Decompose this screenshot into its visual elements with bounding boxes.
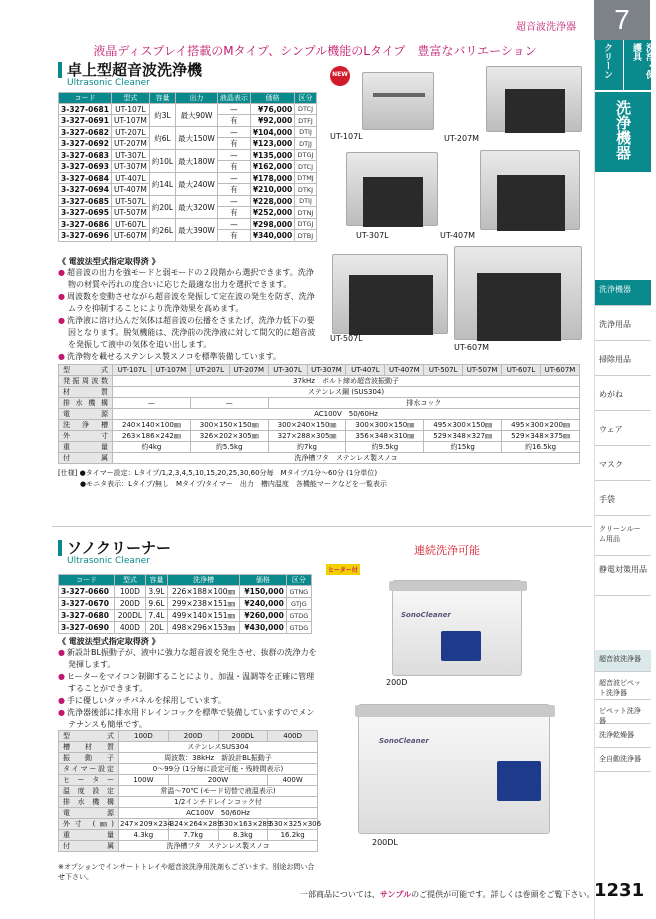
section1-heading	[58, 62, 202, 88]
spec-model: UT-207L	[190, 365, 229, 376]
cell-code: 3-327-0683	[59, 150, 112, 161]
cell-code: 3-327-0686	[59, 219, 112, 230]
spec-accessories: 洗浄槽フタ ステンレス製スノコ	[113, 453, 580, 464]
cell-class: DTCJ	[295, 104, 317, 115]
feature-note: ● 洗浄物を載せるステンレス製スノコを標準装備しています。	[58, 351, 318, 363]
cell-model: UT-607M	[111, 230, 149, 242]
cell-code: 3-327-0682	[59, 127, 112, 138]
spec-model: UT-207M	[229, 365, 268, 376]
cell-capacity: 20L	[145, 622, 167, 634]
table-row	[59, 196, 317, 207]
spec-model: UT-507L	[424, 365, 463, 376]
cell-class: DTBJ	[295, 230, 317, 242]
cell-price: ¥240,000	[239, 598, 286, 610]
spec-model: 400D	[268, 731, 318, 742]
cell-code: 3-327-0660	[59, 586, 115, 598]
section2-subtitle: Ultrasonic Cleaner	[67, 556, 150, 566]
spec-model: UT-407M	[385, 365, 424, 376]
cell-output: 最大150W	[176, 127, 218, 150]
spec-label: 排水機構	[59, 398, 113, 409]
chapter-tab-number[interactable]: 7	[594, 0, 650, 40]
spec-label: 重量	[59, 830, 119, 841]
spec-model: 100D	[119, 731, 169, 742]
col-class: 区分	[286, 575, 311, 586]
spec-outer: 324×264×289	[169, 820, 222, 828]
product-image-ut-107l	[362, 72, 434, 130]
spec-model: UT-307M	[307, 365, 346, 376]
spec-label: 排水機構	[59, 797, 119, 808]
cell-capacity: 約14L	[149, 173, 175, 196]
cell-class: DTGJ	[295, 150, 317, 161]
cell-price: ¥92,000	[250, 115, 294, 127]
cell-code: 3-327-0695	[59, 207, 112, 219]
spec-label: 外寸 (㎜)	[59, 819, 119, 830]
spec-label: 型式	[59, 731, 119, 742]
spec-label: 重量	[59, 442, 113, 453]
spec-heater: 400W	[268, 775, 318, 786]
cell-lcd: 有	[217, 115, 250, 127]
spec-model: UT-607M	[540, 365, 579, 376]
col-lcd: 液晶表示	[217, 93, 250, 104]
cell-class: GTDG	[286, 622, 311, 634]
product-label: UT-307L	[356, 231, 389, 240]
cell-code: 3-327-0690	[59, 622, 115, 634]
section1-notes	[58, 256, 318, 363]
section1-spec-table	[58, 364, 580, 464]
col-code: コード	[59, 93, 112, 104]
spec-material: ステンレスSUS304	[119, 742, 318, 753]
notes-title: 《 電波法型式指定取得済 》	[58, 257, 160, 266]
section2-tagline: 連続洗浄可能	[414, 544, 480, 557]
table-row	[59, 610, 312, 622]
spec-tank: 300×300×150㎜	[346, 420, 424, 431]
cell-model: UT-607L	[111, 219, 149, 230]
spec-drain: —	[190, 398, 268, 409]
cell-price: ¥150,000	[239, 586, 286, 598]
spec-label: 温度設定	[59, 786, 119, 797]
cell-lcd: 有	[217, 184, 250, 196]
col-capacity: 容量	[149, 93, 175, 104]
cell-model: 100D	[114, 586, 145, 598]
product-label: UT-607M	[454, 343, 490, 352]
section2-spec-table	[58, 730, 322, 852]
spec-accessories: 洗浄槽フタ ステンレス製スノコ	[119, 841, 318, 852]
feature-note: ● 超音波の出力を強モードと弱モードの２段階から選択できます。洗浄物の材質や汚れの度合いに応じた最適な出力を選択できます。	[58, 267, 318, 291]
spec-model: UT-107M	[151, 365, 190, 376]
spec-weight: 約16.5kg	[502, 442, 580, 453]
nav-item-antistatic[interactable]: 静電対策用品	[595, 560, 651, 596]
product-label: UT-207M	[444, 134, 480, 143]
sidebar	[594, 40, 654, 919]
table-row	[59, 219, 317, 230]
cell-capacity: 約26L	[149, 219, 175, 242]
spec-weight: 8.3kg	[218, 830, 268, 841]
cell-model: UT-107L	[111, 104, 149, 115]
notes-title: 《 電波法型式指定取得済 》	[58, 637, 160, 646]
cell-price: ¥340,000	[250, 230, 294, 242]
spec-label: 付属	[59, 841, 119, 852]
cell-price: ¥76,000	[250, 104, 294, 115]
cell-class: DTMJ	[295, 173, 317, 184]
cell-price: ¥252,000	[250, 207, 294, 219]
spec-tank: 300×240×150㎜	[268, 420, 346, 431]
cell-model: UT-407M	[111, 184, 149, 196]
cell-model: UT-207L	[111, 127, 149, 138]
cell-output: 最大180W	[176, 150, 218, 173]
spec-label: 振動子	[59, 753, 119, 764]
spec-model: 200D	[168, 731, 218, 742]
spec-outer: 247×209×234	[120, 820, 172, 828]
spec-label: 電源	[59, 808, 119, 819]
heater-badge: ヒーター付	[326, 564, 360, 575]
cell-price: ¥104,000	[250, 127, 294, 138]
cell-tank: 499×140×151㎜	[168, 610, 240, 622]
section1-subtitle: Ultrasonic Cleaner	[67, 78, 150, 88]
cell-price: ¥260,000	[239, 610, 286, 622]
nav-item-cleanroom[interactable]: クリーンルーム用品	[595, 520, 651, 556]
spec-power: AC100V 50/60Hz	[113, 409, 580, 420]
spec-label: 材質	[59, 387, 113, 398]
section2-footnote: ※オプションでインサートトレイや超音波洗浄用洗剤もございます。別途お問い合せ下さい。	[58, 863, 315, 881]
spec-label: 外寸	[59, 431, 113, 442]
spec-model: UT-307L	[268, 365, 307, 376]
spec-label: ヒーター	[59, 775, 119, 786]
col-code: コード	[59, 575, 115, 586]
side-tab-clean[interactable]: クリーン	[595, 40, 623, 90]
col-capacity: 容量	[145, 575, 167, 586]
tank-rim	[389, 581, 527, 591]
cell-capacity: 約3L	[149, 104, 175, 127]
feature-note: ● 周波数を変動させながら超音波を発振して定在波の発生を防ぎ、洗浄ムラを抑制することにより洗浄効果を高めます。	[58, 291, 318, 315]
product-image-ut-307l	[346, 152, 438, 226]
cell-code: 3-327-0691	[59, 115, 112, 127]
cell-class: DTFJ	[295, 115, 317, 127]
col-output: 出力	[176, 93, 218, 104]
spec-label: 付属	[59, 453, 113, 464]
cell-class: DTIJ	[295, 127, 317, 138]
cell-code: 3-327-0696	[59, 230, 112, 242]
spec-tank: 495×300×200㎜	[502, 420, 580, 431]
spec-tank: 495×300×150㎜	[424, 420, 502, 431]
cell-class: DTKJ	[295, 184, 317, 196]
spec-outer: 529×348×375㎜	[502, 431, 580, 442]
cell-lcd: 有	[217, 161, 250, 173]
cell-tank: 498×296×153㎜	[168, 622, 240, 634]
section1-title: 卓上型超音波洗浄機	[58, 62, 202, 78]
cell-model: UT-307M	[111, 161, 149, 173]
spec-label: 電源	[59, 409, 113, 420]
nav-item-cleaning-equipment[interactable]: 洗浄機器	[595, 280, 651, 306]
table-row	[59, 150, 317, 161]
cell-lcd: —	[217, 150, 250, 161]
cell-lcd: 有	[217, 207, 250, 219]
spec-model: UT-507M	[463, 365, 502, 376]
cell-price: ¥123,000	[250, 138, 294, 150]
section2-heading	[58, 540, 171, 566]
cell-model: UT-407L	[111, 173, 149, 184]
spec-outer: 327×288×305㎜	[268, 431, 346, 442]
cell-model: UT-307L	[111, 150, 149, 161]
spec-weight: 7.7kg	[168, 830, 218, 841]
cell-lcd: —	[217, 104, 250, 115]
spec-model: UT-107L	[113, 365, 152, 376]
table-row	[59, 127, 317, 138]
spec-label: 発振周波数	[59, 376, 113, 387]
col-price: 価格	[250, 93, 294, 104]
nav-item-cleaning-tools[interactable]: 掃除用品	[595, 350, 651, 376]
cell-output: 最大240W	[176, 173, 218, 196]
page-tagline: 液晶ディスプレイ搭載のMタイプ、シンプル機能のLタイプ 豊富なバリエーション	[93, 44, 537, 58]
nav-item-glasses[interactable]: めがね	[595, 385, 651, 411]
col-model: 型式	[111, 93, 149, 104]
spec-weight: 16.2kg	[268, 830, 318, 841]
spec-model: 200DL	[218, 731, 268, 742]
spec-outer: 530×163×289	[219, 820, 272, 828]
spec-weight: 約5.5kg	[190, 442, 268, 453]
cell-class: GTNG	[286, 586, 311, 598]
spec-note-timer: [仕様] ●タイマー設定：Lタイプ/1,2,3,4,5,10,15,20,25,30,60分毎 Mタイプ/1分～60分 (1分単位)	[58, 469, 378, 477]
cell-price: ¥178,000	[250, 173, 294, 184]
spec-power: AC100V 50/60Hz	[119, 808, 318, 819]
spec-label: 洗浄槽	[59, 420, 113, 431]
cell-lcd: —	[217, 173, 250, 184]
spec-outer: 529×348×327㎜	[424, 431, 502, 442]
cell-code: 3-327-0670	[59, 598, 115, 610]
cell-price: ¥430,000	[239, 622, 286, 634]
spec-weight: 4.3kg	[119, 830, 169, 841]
spec-vibrator: 周波数：38kHz 新設計BL振動子	[119, 753, 318, 764]
cell-class: DTNJ	[295, 207, 317, 219]
cell-output: 最大90W	[176, 104, 218, 127]
product-image-200dl	[358, 704, 550, 834]
cell-price: ¥135,000	[250, 150, 294, 161]
product-label: UT-107L	[330, 132, 363, 141]
product-image-200d	[392, 580, 522, 676]
feature-note: ● 洗浄器後部に排水用ドレインコックを標準で装備していますのでメンテナンスも簡単です。	[58, 707, 318, 731]
cell-class: DTGJ	[295, 219, 317, 230]
product-label: UT-407M	[440, 231, 476, 240]
footer-highlight: サンプル	[379, 890, 412, 899]
nav-item-mask[interactable]: マスク	[595, 455, 651, 481]
cell-capacity: 約20L	[149, 196, 175, 219]
side-tab-protect[interactable]: 洗浄・保護具	[623, 40, 651, 90]
feature-note: ● ヒーターをマイコン制御することにより、加温・温調等を正確に管理することができます。	[58, 671, 318, 695]
spec-note-monitor: ●モニタ表示：Lタイプ/無し Mタイプ/タイマー 出力 槽内温度 各機能マークなどを一覧表示	[80, 480, 387, 488]
table-row	[59, 622, 312, 634]
table-row	[59, 586, 312, 598]
cell-lcd: —	[217, 127, 250, 138]
feature-note: ● 手に優しいタッチパネルを採用しています。	[58, 695, 318, 707]
footer-text: 一部商品については、	[300, 890, 380, 899]
table-row	[59, 173, 317, 184]
footer-text: のご提供が可能です。詳しくは巻頭をご覧下さい。	[411, 890, 595, 899]
product-label: 200DL	[372, 838, 398, 847]
subnav-automatic[interactable]: 全自動洗浄器	[595, 750, 651, 772]
cell-price: ¥298,000	[250, 219, 294, 230]
product-image-ut-207m	[486, 66, 582, 132]
spec-temp: 常温～70℃ (モード切替で液温表示)	[119, 786, 318, 797]
spec-weight: 約15kg	[424, 442, 502, 453]
spec-outer: 530×325×306	[269, 820, 322, 828]
subnav-ultrasonic-pipette[interactable]: 超音波ピペット洗浄器	[595, 674, 651, 700]
spec-drain: 1/2インチドレインコック付	[119, 797, 318, 808]
cell-model: 200DL	[114, 610, 145, 622]
product-label: UT-507L	[330, 334, 363, 343]
spec-heater: 200W	[168, 775, 268, 786]
cell-price: ¥162,000	[250, 161, 294, 173]
section2-notes	[58, 636, 318, 731]
spec-heater: 100W	[119, 775, 169, 786]
cell-class: DTCJ	[295, 161, 317, 173]
spec-weight: 約9.5kg	[346, 442, 424, 453]
tank-rim	[355, 705, 555, 717]
cell-capacity: 3.9L	[145, 586, 167, 598]
subnav-ultrasonic[interactable]: 超音波洗浄器	[595, 650, 651, 672]
cell-tank: 299×238×151㎜	[168, 598, 240, 610]
spec-drain: —	[113, 398, 191, 409]
table-row	[59, 104, 317, 115]
cell-output: 最大320W	[176, 196, 218, 219]
cell-lcd: —	[217, 219, 250, 230]
nav-item-cleaning-supplies[interactable]: 洗浄用品	[595, 315, 651, 341]
spec-label: タイマー設定	[59, 764, 119, 775]
cell-code: 3-327-0685	[59, 196, 112, 207]
col-tank: 洗浄槽	[168, 575, 240, 586]
product-image-ut-507l	[332, 254, 448, 334]
spec-model: UT-407L	[346, 365, 385, 376]
cell-class: GTDG	[286, 610, 311, 622]
table-row	[59, 598, 312, 610]
cell-capacity: 約10L	[149, 150, 175, 173]
control-panel	[441, 631, 481, 661]
cell-lcd: 有	[217, 138, 250, 150]
col-price: 価格	[239, 575, 286, 586]
cell-price: ¥228,000	[250, 196, 294, 207]
cell-class: GTJG	[286, 598, 311, 610]
spec-outer: 356×348×310㎜	[346, 431, 424, 442]
spec-tank: 240×140×100㎜	[113, 420, 191, 431]
cell-code: 3-327-0694	[59, 184, 112, 196]
cell-class: DTIJ	[295, 196, 317, 207]
spec-weight: 約7kg	[268, 442, 346, 453]
section2-product-table	[58, 574, 312, 634]
category-label: 超音波洗浄器	[516, 22, 576, 33]
col-class: 区分	[295, 93, 317, 104]
cell-tank: 226×188×100㎜	[168, 586, 240, 598]
cell-lcd: 有	[217, 230, 250, 242]
spec-material: ステンレス鋼 (SUS304)	[113, 387, 580, 398]
spec-label: 型式	[59, 365, 113, 376]
cell-code: 3-327-0684	[59, 173, 112, 184]
new-badge: NEW	[330, 66, 350, 86]
spec-frequency: 37kHz ボルト締め超音波振動子	[113, 376, 580, 387]
cell-lcd: —	[217, 196, 250, 207]
section1-product-table	[58, 92, 317, 242]
cell-output: 最大390W	[176, 219, 218, 242]
section2-title: ソノクリーナー	[58, 540, 171, 556]
cell-class: DTJJ	[295, 138, 317, 150]
spec-tank: 300×150×150㎜	[190, 420, 268, 431]
page-number: 1231	[594, 880, 645, 901]
spec-outer: 326×202×305㎜	[190, 431, 268, 442]
spec-drain: 排水コック	[268, 398, 579, 409]
footer-note	[300, 889, 594, 900]
spec-label: 槽材質	[59, 742, 119, 753]
cell-model: UT-507L	[111, 196, 149, 207]
spec-timer: 0～99分 (1分毎に設定可能・残時間表示)	[119, 764, 318, 775]
subnav-dryer[interactable]: 洗浄乾燥器	[595, 726, 651, 748]
cell-capacity: 9.6L	[145, 598, 167, 610]
cell-capacity: 約6L	[149, 127, 175, 150]
col-model: 型式	[114, 575, 145, 586]
spec-weight: 約4kg	[113, 442, 191, 453]
nav-item-wear[interactable]: ウェア	[595, 420, 651, 446]
cell-code: 3-327-0681	[59, 104, 112, 115]
device-brand: SonoCleaner	[401, 611, 451, 619]
cell-model: 400D	[114, 622, 145, 634]
product-image-ut-407m	[480, 150, 580, 230]
table-header-row	[59, 93, 317, 104]
cell-price: ¥210,000	[250, 184, 294, 196]
cell-code: 3-327-0693	[59, 161, 112, 173]
product-label: 200D	[386, 678, 408, 687]
product-image-ut-607m	[454, 246, 582, 340]
control-panel	[497, 761, 541, 801]
section-divider	[52, 526, 592, 527]
table-header-row	[59, 575, 312, 586]
side-tab-cleaning-equipment[interactable]: 洗浄機器	[595, 92, 651, 172]
feature-note: ● 洗浄液に溶け込んだ気体は超音波の伝播をさまたげ、洗浄力低下の要因となります。脱気機能は、洗浄前の洗浄液に対して間欠的に超音波を発振して液中の気体を追い出します。	[58, 315, 318, 351]
device-brand: SonoCleaner	[379, 737, 429, 745]
spec-model: UT-607L	[502, 365, 541, 376]
cell-model: UT-107M	[111, 115, 149, 127]
cell-model: UT-207M	[111, 138, 149, 150]
nav-item-gloves[interactable]: 手袋	[595, 490, 651, 516]
cell-model: UT-507M	[111, 207, 149, 219]
feature-note: ● 新設計BL振動子が、液中に強力な超音波を発生させ、抜群の洗浄力を発揮します。	[58, 647, 318, 671]
subnav-pipette[interactable]: ピペット洗浄器	[595, 702, 651, 724]
cell-capacity: 7.4L	[145, 610, 167, 622]
cell-code: 3-327-0680	[59, 610, 115, 622]
cell-code: 3-327-0692	[59, 138, 112, 150]
spec-outer: 263×186×242㎜	[113, 431, 191, 442]
cell-model: 200D	[114, 598, 145, 610]
